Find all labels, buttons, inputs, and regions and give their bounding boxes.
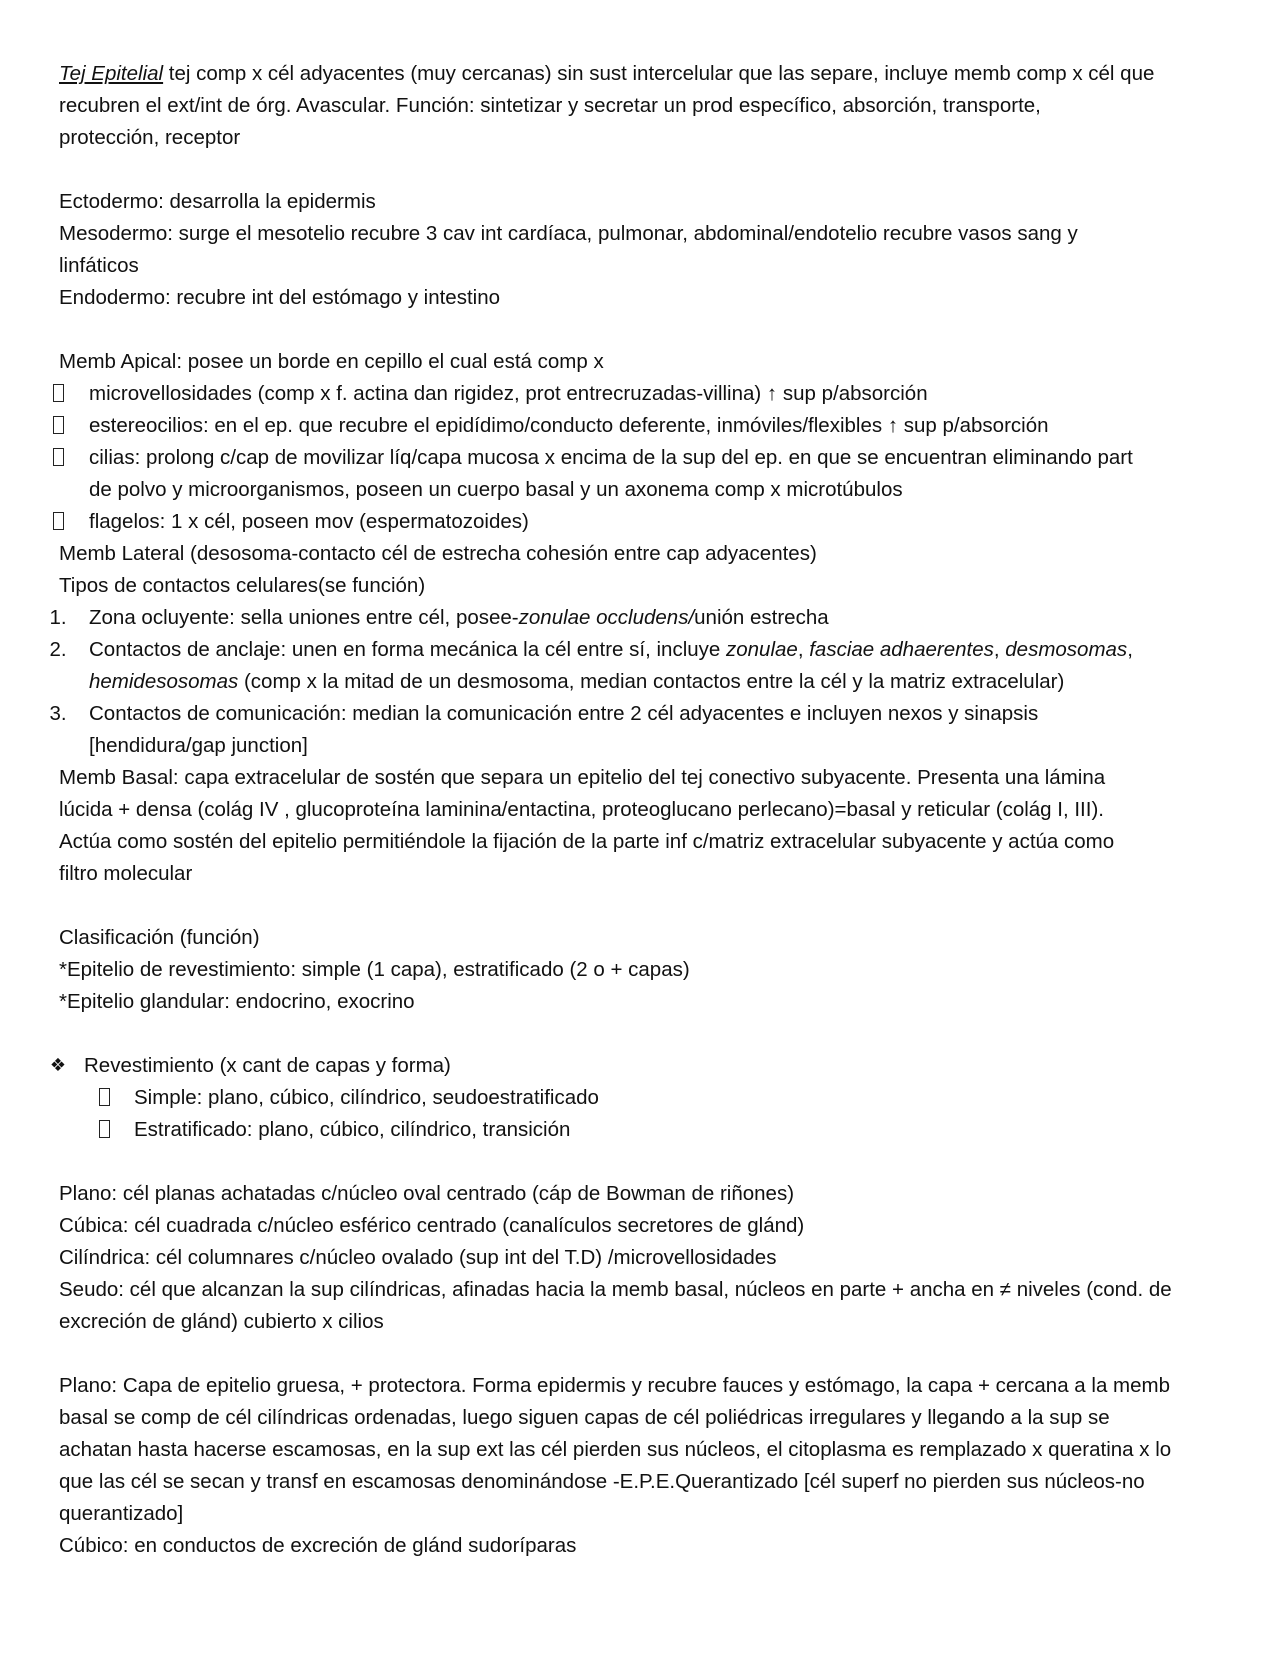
contact-item-2-rest: (comp x la mitad de un desmosoma, median contactos entre la cél y la matriz extracelular) [238, 670, 1065, 693]
missing-glyph-bullet-icon [48, 410, 68, 442]
stratified-line-1: Plano: Capa de epitelio gruesa, + protectora. Forma epidermis y recubre fauces y estómago, la capa + cercana a la memb [59, 1374, 1171, 1397]
contact-item-2-zonulae: zonulae [726, 638, 798, 661]
lateral-title: Memb Lateral (desosoma-contacto cél de estrecha cohesión entre cap adyacentes) [59, 542, 817, 565]
shape-cubica: Cúbica: cél cuadrada c/núcleo esférico centrado (canalículos secretores de glánd) [59, 1214, 805, 1237]
contact-item-2-text: Contactos de anclaje: unen en forma mecánica la cél entre sí, incluye [89, 638, 726, 661]
apical-bullet-2: estereocilios: en el ep. que recubre el epidídimo/conducto deferente, inmóviles/flexibles ↑ sup p/absorción [89, 414, 1049, 437]
contact-item-1-italic: zonulae occludens/ [518, 606, 695, 629]
revestimiento-title: Revestimiento (x cant de capas y forma) [84, 1054, 451, 1077]
intro-line-3: protección, receptor [59, 126, 241, 149]
missing-glyph-bullet-icon [48, 442, 68, 474]
contact-item-1-end: unión estrecha [694, 606, 829, 629]
shape-cilindrica: Cilíndrica: cél columnares c/núcleo ovalado (sup int del T.D) /microvellosidades [59, 1246, 777, 1269]
apical-bullet-3b: de polvo y microorganismos, poseen un cuerpo basal y un axonema comp x microtúbulos [89, 478, 903, 501]
diamond-bullet-icon: ❖ [49, 1055, 67, 1076]
mesodermo-line-2: linfáticos [59, 254, 139, 277]
intro-line-1 [59, 58, 1154, 90]
contact-item-2-desmosomas: desmosomas [1005, 638, 1128, 661]
missing-glyph-bullet-icon [94, 1114, 114, 1146]
basal-line-3: Actúa como sostén del epitelio permitiéndole la fijación de la parte inf c/matriz extracelular subyacente y actúa como [59, 830, 1115, 853]
shape-seudo-2: excreción de glánd) cubierto x cilios [59, 1310, 384, 1333]
list-number-3: 3. [49, 702, 67, 725]
revestimiento-estratificado: Estratificado: plano, cúbico, cilíndrico, transición [134, 1118, 571, 1141]
classification-item-2: *Epitelio glandular: endocrino, exocrino [59, 990, 415, 1013]
stratified-line-3: achatan hasta hacerse escamosas, en la sup ext las cél pierden sus núcleos, el citoplasma es remplazado x queratina x lo [59, 1438, 1172, 1461]
intro-text-1: tej comp x cél adyacentes (muy cercanas) sin sust intercelular que las separe, incluye memb comp x cél que [163, 62, 1155, 85]
contact-item-3a: Contactos de comunicación: median la comunicación entre 2 cél adyacentes e incluyen nexos y sinapsis [89, 702, 1039, 725]
basal-line-4: filtro molecular [59, 862, 193, 885]
basal-line-2: lúcida + densa (colág IV , glucoproteína laminina/entactina, proteoglucano perlecano)=basal y reticular (colág I, III). [59, 798, 1104, 821]
contact-item-1-text: Zona ocluyente: sella uniones entre cél, posee- [89, 606, 519, 629]
classification-item-1: *Epitelio de revestimiento: simple (1 capa), estratificado (2 o + capas) [59, 958, 690, 981]
contact-item-2-sep1: , [797, 638, 810, 661]
contact-item-2b [89, 666, 1064, 698]
contact-types-title: Tipos de contactos celulares(se función) [59, 574, 426, 597]
contact-item-2-fasciae: fasciae adhaerentes [809, 638, 994, 661]
endodermo-line: Endodermo: recubre int del estómago y intestino [59, 286, 501, 309]
contact-item-3b: [hendidura/gap junction] [89, 734, 308, 757]
contact-item-2-sep2: , [993, 638, 1006, 661]
shape-plano: Plano: cél planas achatadas c/núcleo oval centrado (cáp de Bowman de riñones) [59, 1182, 795, 1205]
missing-glyph-bullet-icon [48, 378, 68, 410]
contact-item-1 [89, 602, 829, 634]
stratified-line-6: Cúbico: en conductos de excreción de glánd sudoríparas [59, 1534, 577, 1557]
term-tej-epitelial: Tej Epitelial [59, 62, 164, 85]
stratified-line-5: querantizado] [59, 1502, 184, 1525]
revestimiento-simple: Simple: plano, cúbico, cilíndrico, seudoestratificado [134, 1086, 599, 1109]
stratified-line-2: basal se comp de cél cilíndricas ordenadas, luego siguen capas de cél poliédricas irregulares y llegando a la sup se [59, 1406, 1110, 1429]
classification-title: Clasificación (función) [59, 926, 260, 949]
list-number-1: 1. [49, 606, 67, 629]
basal-line-1: Memb Basal: capa extracelular de sostén que separa un epitelio del tej conectivo subyacente. Presenta una lámina [59, 766, 1106, 789]
stratified-line-4: que las cél se secan y transf en escamosas denominándose -E.P.E.Querantizado [cél superf no pierden sus núcleos-no [59, 1470, 1145, 1493]
contact-item-2-hemidesosomas: hemidesosomas [89, 670, 239, 693]
ectodermo-line: Ectodermo: desarrolla la epidermis [59, 190, 376, 213]
contact-item-2a [89, 634, 1133, 666]
missing-glyph-bullet-icon [94, 1082, 114, 1114]
apical-bullet-3a: cilias: prolong c/cap de movilizar líq/capa mucosa x encima de la sup del ep. en que se encuentran eliminando part [89, 446, 1133, 469]
contact-item-2-sep3: , [1127, 638, 1133, 661]
apical-bullet-1: microvellosidades (comp x f. actina dan rigidez, prot entrecruzadas-villina) ↑ sup p/absorción [89, 382, 928, 405]
apical-bullet-4: flagelos: 1 x cél, poseen mov (espermatozoides) [89, 510, 529, 533]
apical-title: Memb Apical: posee un borde en cepillo el cual está comp x [59, 350, 604, 373]
missing-glyph-bullet-icon [48, 506, 68, 538]
mesodermo-line-1: Mesodermo: surge el mesotelio recubre 3 cav int cardíaca, pulmonar, abdominal/endotelio recubre vasos sang y [59, 222, 1078, 245]
shape-seudo-1: Seudo: cél que alcanzan la sup cilíndricas, afinadas hacia la memb basal, núcleos en parte + ancha en ≠ niveles (cond. de [59, 1278, 1172, 1301]
list-number-2: 2. [49, 638, 67, 661]
intro-line-2: recubren el ext/int de órg. Avascular. Función: sintetizar y secretar un prod específico, absorción, transporte, [59, 94, 1041, 117]
